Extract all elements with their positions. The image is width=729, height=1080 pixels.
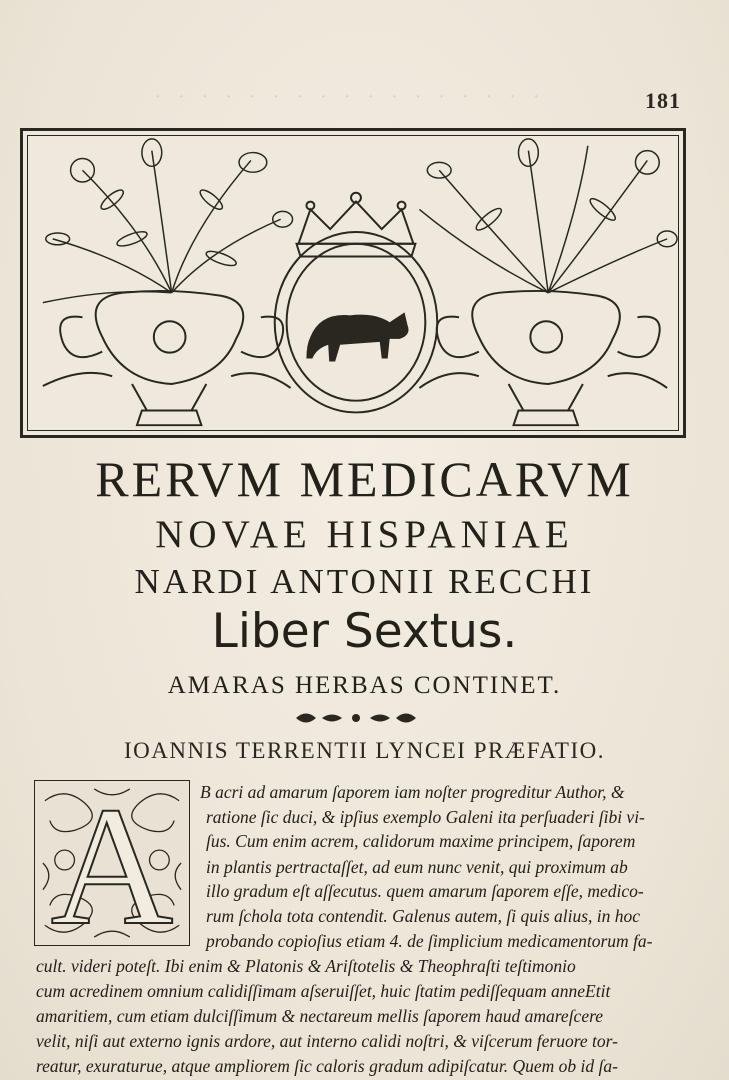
show-through-text: · · · · · · · · · · · · · · · · · xyxy=(154,86,546,108)
title-line-1: RERVM MEDICARVM xyxy=(95,451,634,507)
page-number: 181 xyxy=(645,88,681,113)
subtitle: AMARAS HERBAS CONTINET. xyxy=(167,672,562,699)
title-line-4: Liber Sextus. xyxy=(211,604,518,659)
body-line: in plantis pertractaſſet, ad eum nunc venit, qui proximum ab xyxy=(206,857,628,877)
body-line: amaritiem, cum etiam dulciſſimum & nectareum mellis ſaporem haud amareſcere xyxy=(36,1006,604,1026)
title-line-2: NOVAE HISPANIAE xyxy=(155,513,574,556)
body-line: B acri ad amarum ſaporem iam noſter progreditur Author, & xyxy=(200,782,625,802)
body-line: cum acredinem omnium calidiſſimam aſseruiſſet, huic ſtatim pediſſequam anneEtit xyxy=(36,981,611,1001)
body-line: ſus. Cum enim acrem, calidorum maxime principem, ſaporem xyxy=(206,831,636,851)
body-line: probando copioſius etiam 4. de ſimplicium medicamentorum fa- xyxy=(206,931,653,951)
dropcap-letter: A xyxy=(50,772,174,960)
body-line: rum ſchola tota contendit. Galenus autem, ſi quis alius, in hoc xyxy=(206,906,641,926)
title-line-3: NARDI ANTONII RECCHI xyxy=(134,562,595,601)
preface-heading: IOANNIS TERRENTII LYNCEI PRÆFATIO. xyxy=(123,738,605,763)
body-line: ratione ſic duci, & ipſius exemplo Galeni ita perſuaderi ſibi vi- xyxy=(206,807,645,827)
body-line: reatur, exuraturue, atque ampliorem ſic caloris gradum adipiſcatur. Quem ob id ſa- xyxy=(36,1056,618,1076)
body-line: cult. videri poteſt. Ibi enim & Platonis & Ariſtotelis & Theophraſti teſtimonio xyxy=(36,956,576,976)
body-line: illo gradum eſt aſſecutus. quem amarum ſaporem eſſe, medico- xyxy=(206,881,644,901)
body-line: velit, niſi aut externo ignis ardore, aut interno calidi noſtri, & viſcerum feruore tor- xyxy=(36,1031,618,1051)
